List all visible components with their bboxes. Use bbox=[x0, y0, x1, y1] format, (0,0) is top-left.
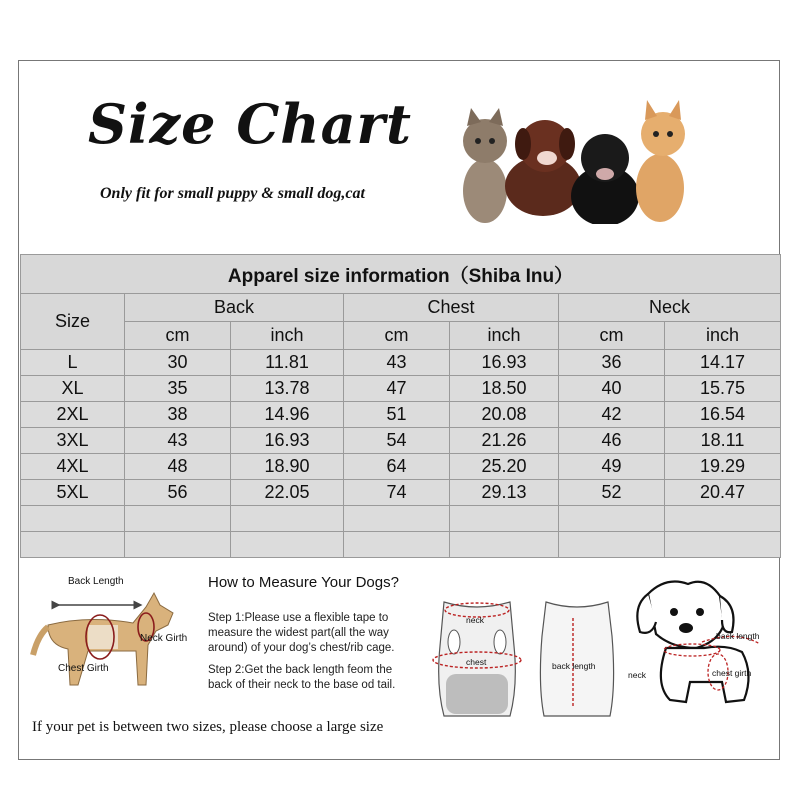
measurement-cell: 51 bbox=[344, 402, 450, 428]
measurement-cell: 54 bbox=[344, 428, 450, 454]
measurement-cell: 22.05 bbox=[231, 480, 344, 506]
measurement-cell: 35 bbox=[125, 376, 231, 402]
measurement-cell: 16.54 bbox=[665, 402, 781, 428]
measurement-cell: 13.78 bbox=[231, 376, 344, 402]
measurement-cell: 16.93 bbox=[231, 428, 344, 454]
measurement-cell: 38 bbox=[125, 402, 231, 428]
measurement-cell: 15.75 bbox=[665, 376, 781, 402]
measurement-cell: 48 bbox=[125, 454, 231, 480]
table-row bbox=[21, 402, 781, 428]
puppy-back-length-label: back length bbox=[716, 631, 760, 641]
size-cell: 5XL bbox=[21, 480, 125, 506]
measurement-cell: 74 bbox=[344, 480, 450, 506]
measurement-cell: 64 bbox=[344, 454, 450, 480]
measurement-cell: 14.17 bbox=[665, 350, 781, 376]
size-cell: 2XL bbox=[21, 402, 125, 428]
measurement-cell: 20.08 bbox=[450, 402, 559, 428]
unit-header: cm bbox=[559, 322, 665, 350]
table-title: Apparel size information（Shiba Inu） bbox=[21, 255, 781, 294]
back-header: Back bbox=[125, 294, 344, 322]
unit-header: inch bbox=[450, 322, 559, 350]
size-cell: L bbox=[21, 350, 125, 376]
measurement-cell: 14.96 bbox=[231, 402, 344, 428]
unit-header: cm bbox=[125, 322, 231, 350]
measurement-cell: 18.11 bbox=[665, 428, 781, 454]
size-rows bbox=[21, 350, 781, 506]
measurement-cell: 20.47 bbox=[665, 480, 781, 506]
garment-back-illustration bbox=[536, 596, 618, 720]
measurement-cell: 56 bbox=[125, 480, 231, 506]
garment-chest-label: chest bbox=[466, 657, 487, 667]
puppy-neck-label: neck bbox=[628, 670, 646, 680]
size-cell: 3XL bbox=[21, 428, 125, 454]
table-row bbox=[21, 428, 781, 454]
neck-girth-label: Neck Girth bbox=[140, 633, 188, 644]
measure-step-2: Step 2:Get the back length feom the back of their neck to the base od tail. bbox=[208, 664, 396, 691]
measurement-cell: 16.93 bbox=[450, 350, 559, 376]
measurement-cell: 18.90 bbox=[231, 454, 344, 480]
neck-header: Neck bbox=[559, 294, 781, 322]
chest-header: Chest bbox=[344, 294, 559, 322]
measurement-cell: 42 bbox=[559, 402, 665, 428]
empty-row bbox=[21, 532, 781, 558]
measurement-cell: 30 bbox=[125, 350, 231, 376]
measurement-cell: 18.50 bbox=[450, 376, 559, 402]
dog-measure-illustration bbox=[28, 585, 196, 705]
size-advice-note: If your pet is between two sizes, please choose a large size bbox=[32, 719, 384, 735]
measurement-cell: 49 bbox=[559, 454, 665, 480]
measurement-cell: 47 bbox=[344, 376, 450, 402]
unit-header: cm bbox=[344, 322, 450, 350]
measurement-cell: 25.20 bbox=[450, 454, 559, 480]
measurement-cell: 11.81 bbox=[231, 350, 344, 376]
table-row bbox=[21, 376, 781, 402]
banner-title: Size Chart bbox=[88, 92, 412, 156]
measurement-cell: 46 bbox=[559, 428, 665, 454]
measure-step-1: Step 1:Please use a flexible tape to measure the widest part(all the way around) of your dog’s chest/rib cage. bbox=[208, 612, 395, 654]
puppy-chest-girth-label: chest girth bbox=[712, 668, 752, 678]
size-cell: 4XL bbox=[21, 454, 125, 480]
measurement-cell: 19.29 bbox=[665, 454, 781, 480]
unit-header: inch bbox=[665, 322, 781, 350]
measurement-cell: 40 bbox=[559, 376, 665, 402]
chest-girth-label: Chest Girth bbox=[58, 663, 109, 674]
measurement-cell: 52 bbox=[559, 480, 665, 506]
back-length-label: Back Length bbox=[68, 576, 124, 587]
puppy-measure-illustration bbox=[626, 574, 776, 724]
measurement-cell: 43 bbox=[125, 428, 231, 454]
table-row bbox=[21, 480, 781, 506]
size-table bbox=[20, 254, 781, 558]
measurement-cell: 43 bbox=[344, 350, 450, 376]
table-group-header-row bbox=[21, 294, 781, 322]
banner-subtitle: Only fit for small puppy & small dog,cat bbox=[100, 185, 365, 202]
table-title-row bbox=[21, 255, 781, 294]
pets-illustration bbox=[455, 96, 705, 236]
table-unit-header-row bbox=[21, 322, 781, 350]
size-column-header: Size bbox=[21, 294, 125, 350]
unit-header: inch bbox=[231, 322, 344, 350]
table-row bbox=[21, 454, 781, 480]
table-row bbox=[21, 350, 781, 376]
measurement-cell: 36 bbox=[559, 350, 665, 376]
measure-title: How to Measure Your Dogs? bbox=[208, 574, 399, 591]
measurement-cell: 29.13 bbox=[450, 480, 559, 506]
measurement-cell: 21.26 bbox=[450, 428, 559, 454]
garment-neck-label: neck bbox=[466, 615, 484, 625]
size-cell: XL bbox=[21, 376, 125, 402]
garment-back-length-label: back length bbox=[552, 661, 596, 671]
empty-row bbox=[21, 506, 781, 532]
